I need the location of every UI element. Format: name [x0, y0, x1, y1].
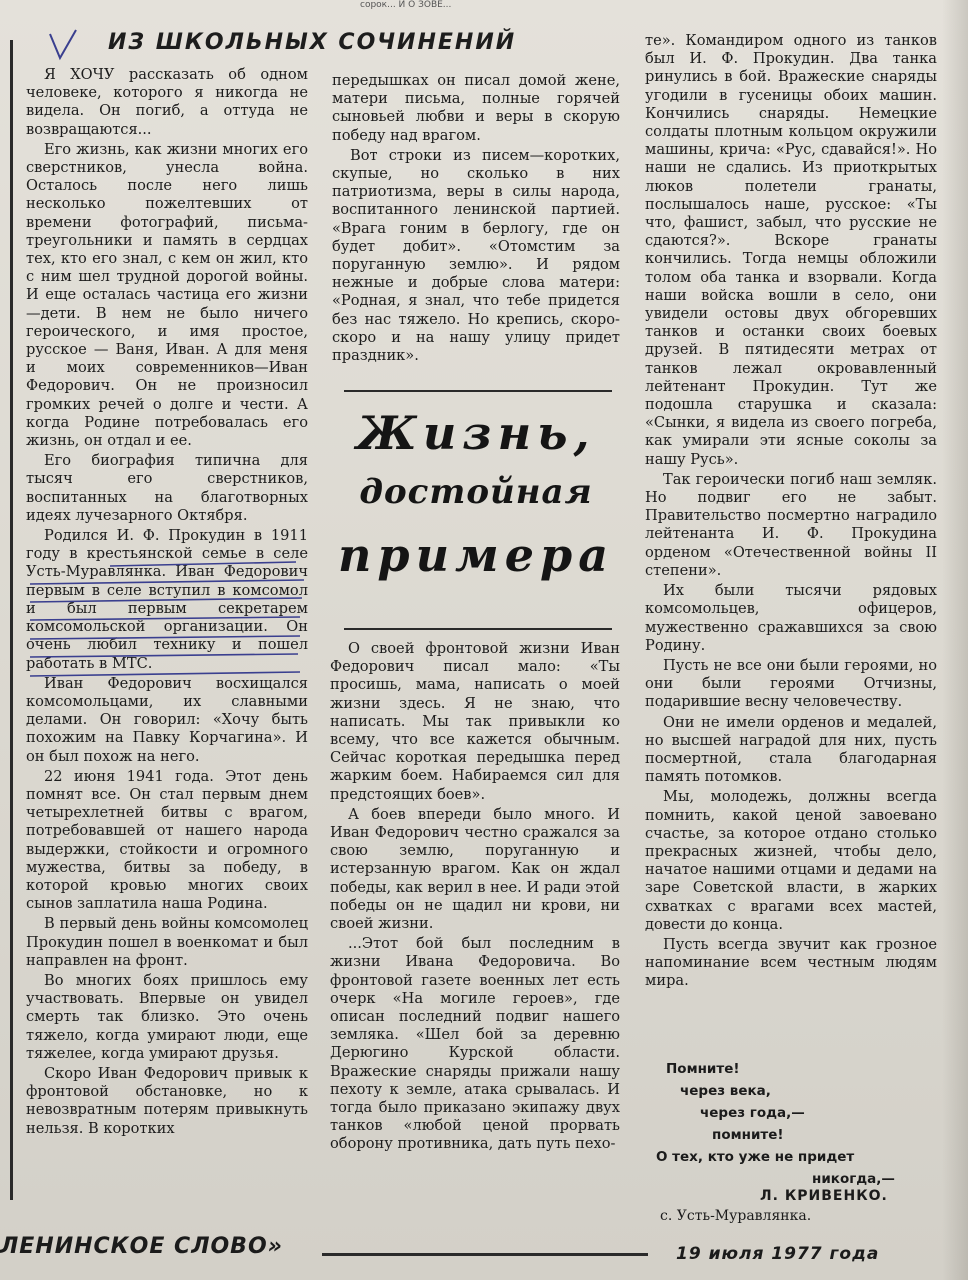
column-2-top [332, 72, 620, 367]
paragraph: Иван Федорович восхищался комсомольцами, их славными делами. Он говорил: «Хочу быть похожим на Павку Корчагина». И он был похож на него. [26, 674, 308, 765]
poem-line: помните! [712, 1127, 784, 1143]
paragraph: В первый день войны комсомолец Прокудин пошел в военкомат и был направлен на фронт. [26, 915, 308, 969]
paragraph: Мы, молодежь, должны всегда помнить, какой ценой завоевано счастье, за которое отдано столько прекрасных жизней, чтобы дело, начатое нашими отцами и дедами на заре Советской власти, в жарких схватках с врагами всех мастей, довести до конца. [645, 788, 937, 933]
paragraph: Его биография типична для тысяч его сверстников, воспитанных на благотворных идеях лучезарного Октября. [26, 452, 308, 524]
newspaper-masthead: ЛЕНИНСКОЕ СЛОВО» [0, 1234, 283, 1259]
paragraph: передышках он писал домой жене, матери письма, полные горячей сыновьей любви и веры в скорую победу над врагом. [332, 72, 620, 144]
paragraph: 22 июня 1941 года. Этот день помнят все. Он стал первым днем четырехлетней битвы с врагом, потребовавшей от нашего народа выдержки, стойкости и огромного мужества, битвы за победу, в которой кровью многих своих сынов заплатила наша Родина. [26, 767, 308, 913]
paragraph: О своей фронтовой жизни Иван Федорович писал мало: «Ты просишь, мама, написать о моей жизни здесь. Я не знаю, что написать. Мы так привыкли ко всему, что все кажется обычным. Сейчас короткая передышка перед жарким боем. Набираемся сил для предстоящих боев». [330, 640, 620, 803]
column-3 [645, 32, 937, 993]
poem-line: через века, [680, 1083, 771, 1099]
paragraph: Вот строки из писем—коротких, скупые, но сколько в них патриотизма, веры в силы народа, воспитанного ленинской партией. «Врага гоним в берлогу, где он будет добит». «Отомстим за поруганную землю». И рядом нежные и добрые слова матери: «Родная, я знал, что тебе придется без нас тяжело. Но крепись, скоро-скоро и на нашу улицу придет праздник». [332, 146, 620, 365]
paragraph: ...Этот бой был последним в жизни Ивана Федоровича. Во фронтовой газете военных лет есть очерк «На могиле героев», где описан последний подвиг нашего земляка. «Шел бой за деревню Дерюгино Курской области. Вражеские снаряды прижали нашу пехоту к земле, атака срывалась. И тогда было приказано экипажу двух танков «любой ценой прорвать оборону противника, дать путь пехо- [330, 935, 620, 1153]
torn-right-edge [942, 0, 968, 1280]
paragraph: Их были тысячи рядовых комсомольцев, офицеров, мужественно сражавшихся за свою Родину. [645, 582, 937, 654]
headline-line-2: достойная [359, 472, 593, 512]
paragraph: Они не имели орденов и медалей, но высшей наградой для них, пусть посмертной, стала благодарная память потомков. [645, 713, 937, 786]
poem-line: Помните! [666, 1061, 740, 1077]
paragraph: А боев впереди было много. И Иван Федорович честно сражался за свою землю, поруганную и истерзанную врагом. Как он ждал победы, как верил в нее. И ради этой победы он не щадил ни крови, ни своей жизни. [330, 805, 620, 933]
masthead-rule [322, 1253, 648, 1256]
check-mark-icon [46, 28, 82, 64]
paragraph: Я ХОЧУ рассказать об одном человеке, которого я никогда не видела. Он погиб, а оттуда не возвращаются... [26, 66, 308, 138]
closing-poem [656, 1058, 906, 1190]
paragraph: Скоро Иван Федорович привык к фронтовой обстановке, но к невозвратным потерям привыкнуть нельзя. В коротких [26, 1064, 308, 1137]
headline [330, 404, 622, 588]
author-name: Л. КРИВЕНКО. [760, 1188, 888, 1204]
poem-line: никогда,— [812, 1171, 895, 1187]
issue-date: 19 июля 1977 года [676, 1244, 880, 1264]
left-column-rule [10, 40, 13, 1200]
paragraph: те». Командиром одного из танков был И. Ф. Прокудин. Два танка ринулись в бой. Вражеские снаряды угодили в гусеницы обоих машин. Кончились снаряды. Немецкие солдаты плотным кольцом окружили машины, крича: «Рус, сдавайся!». Но наши не сдались. Из приоткрытых люков полетели гранаты, послышалось наше, русское: «Ты что, фашист, забыл, что русские не сдаются?». Вскоре гранаты кончились. Тогда немцы обложили толом оба танка и взорвали. Когда наши войска вошли в село, они увидели остовы двух обгоревших танков и останки своих боевых друзей. В пятидесяти метрах от танков лежал окровавленный лейтенант Прокудин. Тут же подошла старушка и сказала: «Сынки, я видела из своего погреба, как умирали эти ясные соколы за нашу Русь». [645, 32, 937, 468]
poem-line: О тех, кто уже не придет [656, 1149, 855, 1165]
rubric-title: ИЗ ШКОЛЬНЫХ СОЧИНЕНИЙ [108, 30, 517, 55]
column-1 [26, 66, 308, 1140]
paragraph: Его жизнь, как жизни многих его сверстников, унесла война. Осталось после него лишь несколько пожелтевших от времени фотографий, письма-треугольники и память в сердцах тех, кто его знал, с кем он жил, кто с ним шел трудной дорогой войны. И еще осталась частица его жизни—дети. В нем не было ничего героического, и имя простое, русское — Ваня, Иван. А для меня и моих современников—Иван Федорович. Он не произносил громких речей о долге и чести. А когда Родине потребовалась его жизнь, он отдал и ее. [26, 140, 308, 450]
headline-line-1: Жизнь, [356, 406, 596, 460]
poem-line: через года,— [700, 1105, 805, 1121]
top-cut-text: сорок... И О ЗОВЕ... [360, 0, 452, 10]
headline-top-rule [344, 390, 612, 392]
paragraph: Так героически погиб наш земляк. Но подвиг его не забыт. Правительство посмертно наградило лейтенанта И. Ф. Прокудина орденом «Отечественной войны II степени». [645, 470, 937, 579]
column-2-bottom [330, 640, 620, 1156]
paragraph: Пусть не все они были героями, но они были героями Отчизны, подарившие весну человечеству. [645, 656, 937, 711]
paragraph-underlined: Родился И. Ф. Прокудин в 1911 году в крестьянской семье в селе Усть-Муравлянка. Иван Федорович первым в селе вступил в комсомол и был первым секретарем комсомольской организации. Он очень любил технику и пошел работать в МТС. [26, 527, 308, 672]
paragraph: Во многих боях пришлось ему участвовать. Впервые он увидел смерть так близко. Это очень тяжело, когда умирают люди, еще тяжелее, когда умирают друзья. [26, 971, 308, 1062]
headline-line-3: примера [337, 528, 615, 582]
author-location: с. Усть-Муравлянка. [660, 1208, 812, 1224]
headline-bottom-rule [344, 628, 612, 630]
paragraph: Пусть всегда звучит как грозное напоминание всем честным людям мира. [645, 935, 937, 990]
